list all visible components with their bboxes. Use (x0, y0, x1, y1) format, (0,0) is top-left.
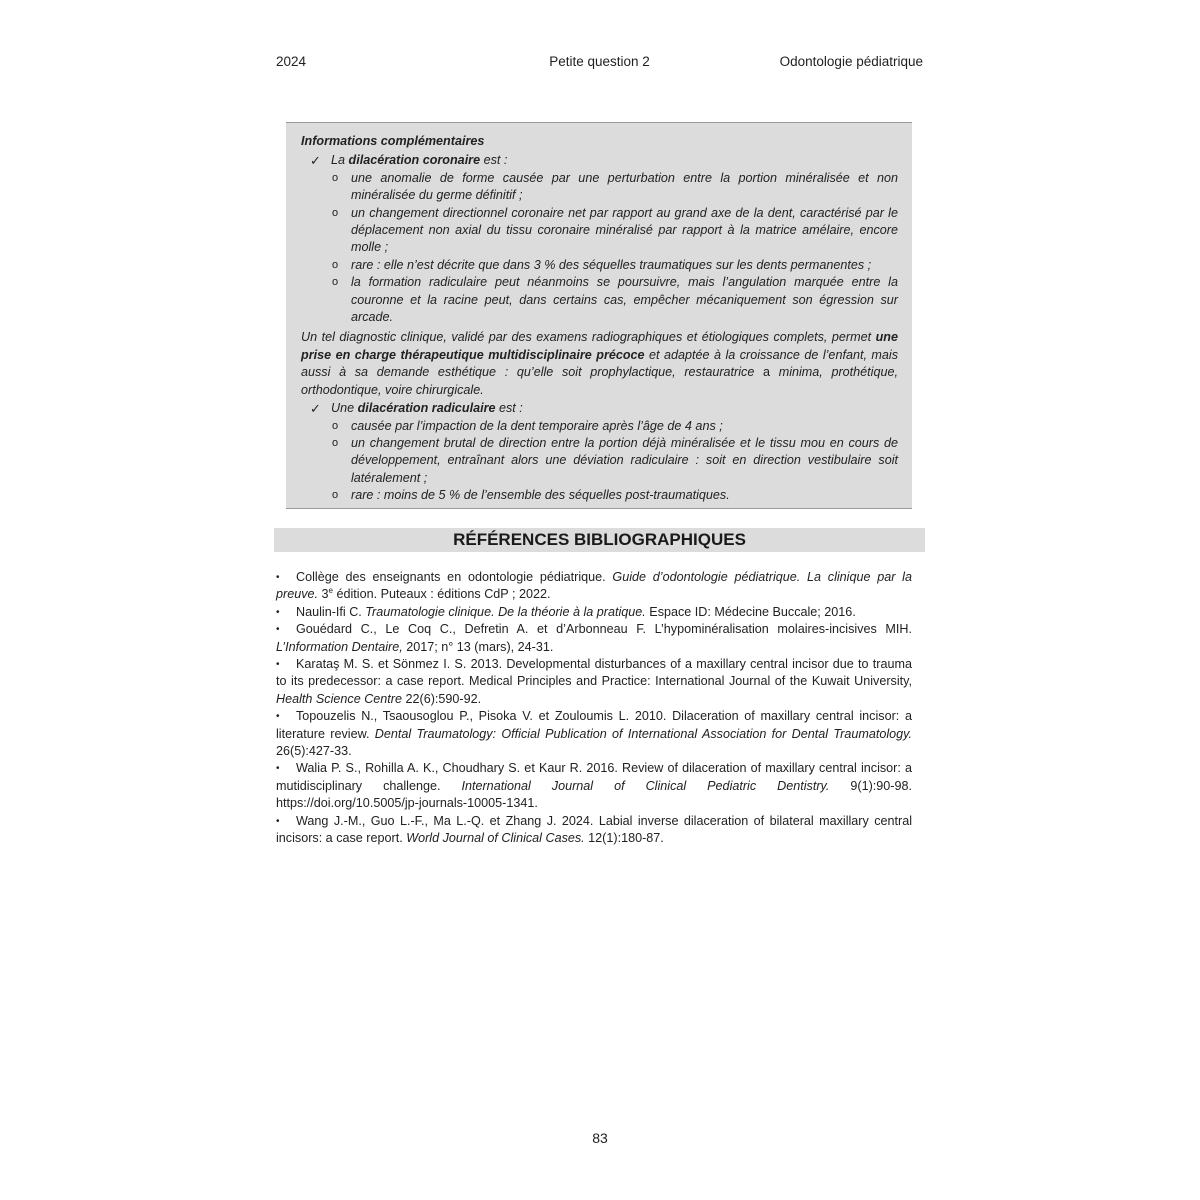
list-item: o une anomalie de forme causée par une perturbation entre la portion minéralisée et non minéralisée du germe définitif ; (332, 170, 898, 203)
circle-bullet-icon: o (332, 436, 339, 449)
list-item: o causée par l’impaction de la dent temporaire après l’âge de 4 ans ; (351, 418, 898, 435)
check-item-radicular: ✓ Une dilacération radiculaire est : (310, 401, 523, 417)
circle-bullet-icon: o (332, 258, 339, 271)
term-radicular: dilacération radiculaire (357, 401, 496, 416)
references-list (276, 569, 912, 848)
bullet-icon: • (276, 815, 280, 827)
list-item: o la formation radiculaire peut néanmoins se poursuivre, mais l’angulation marquée entre la couronne et la racine peut, dans certains cas, empêcher mécaniquement son égression sur arcade. (332, 275, 898, 325)
page-header (276, 54, 923, 74)
diagnostic-paragraph: Un tel diagnostic clinique, validé par des examens radiographiques et étiologiques complets, permet une prise en charge thérapeutique multidisciplinaire précoce et adaptée à la croissance de l’enfant, mais aussi à sa demande esthétique : qu’elle soit prophylactique, restauratrice a minima, prothétique, orthodontique, voire chirurgicale. (301, 330, 898, 397)
circle-bullet-icon: o (332, 276, 339, 289)
reference-item: • Gouédard C., Le Coq C., Defretin A. et d’Arbonneau F. L’hypominéralisation molaires-incisives MIH. L’Information Dentaire, 2017; n° 13 (mars), 24-31. (276, 622, 912, 654)
references-heading: RÉFÉRENCES BIBLIOGRAPHIQUES (274, 528, 925, 552)
term-coronal: dilacération coronaire (348, 153, 481, 168)
list-item: o rare : moins de 5 % de l’ensemble des séquelles post-traumatiques. (351, 487, 898, 504)
bullet-icon: • (276, 711, 280, 723)
circle-bullet-icon: o (332, 489, 339, 502)
list-item: o un changement directionnel coronaire net par rapport au grand axe de la dent, caractérisé par le déplacement non axial du tissu coronaire minéralisé par rapport à la matrice amélaire, encore molle ; (332, 205, 898, 255)
reference-item: • Wang J.-M., Guo L.-F., Ma L.-Q. et Zhang J. 2024. Labial inverse dilaceration of bilateral maxillary central incisors: a case report. World Journal of Clinical Cases. 12(1):180-87. (276, 813, 912, 846)
bullet-icon: • (276, 763, 280, 775)
header-year: 2024 (276, 54, 307, 69)
circle-bullet-icon: o (332, 171, 339, 184)
circle-bullet-icon: o (332, 206, 339, 219)
page-number: 83 (592, 1130, 608, 1146)
bullet-icon: • (276, 624, 280, 636)
bullet-icon: • (276, 659, 280, 671)
info-box-title: Informations complémentaires (301, 134, 485, 148)
header-section: Petite question 2 (549, 54, 650, 69)
reference-item: • Naulin-Ifi C. Traumatologie clinique. De la théorie à la pratique. Espace ID: Médecine Buccale; 2016. (276, 604, 912, 621)
info-box (286, 122, 912, 509)
list-item: o rare : elle n’est décrite que dans 3 % des séquelles traumatiques sur les dents permanentes ; (351, 257, 898, 274)
coronal-list (301, 170, 898, 327)
reference-item: • Topouzelis N., Tsaousoglou P., Pisoka V. et Zouloumis L. 2010. Dilaceration of maxillary central incisor: a literature review. Dental Traumatology: Official Publication of International Association for Dental Traumatology. 26(5):427-33. (276, 709, 912, 759)
radicular-list (301, 418, 898, 505)
check-item-coronal: ✓ La dilacération coronaire est : (310, 153, 508, 169)
list-item: o un changement brutal de direction entre la portion déjà minéralisée et le tissu mou en cours de développement, entraînant alors une déviation radiculaire : soit en direction vestibulaire soit latéralement ; (332, 435, 898, 485)
checkmark-icon: ✓ (310, 401, 321, 417)
reference-item: • Karataş M. S. et Sönmez I. S. 2013. Developmental disturbances of a maxillary central incisor due to trauma to its predecessor: a case report. Medical Principles and Practice: International Journal of the Kuwait University, Health Science Centre 22(6):590-92. (276, 657, 912, 706)
reference-item: • Walia P. S., Rohilla A. K., Choudhary S. et Kaur R. 2016. Review of dilaceration of maxillary central incisor: a mutidisciplinary challenge. International Journal of Clinical Pediatric Dentistry. 9(1):90-98. https://doi.org/10.5005/jp-journals-10005-1341. (276, 761, 912, 811)
bullet-icon: • (276, 572, 280, 583)
header-subject: Odontologie pédiatrique (779, 54, 923, 69)
circle-bullet-icon: o (332, 419, 339, 432)
checkmark-icon: ✓ (310, 153, 321, 169)
bullet-icon: • (276, 606, 280, 618)
reference-item: • Collège des enseignants en odontologie pédiatrique. Guide d’odontologie pédiatrique. La clinique par la preuve. 3e édition. Puteaux : éditions CdP ; 2022. (276, 570, 912, 602)
